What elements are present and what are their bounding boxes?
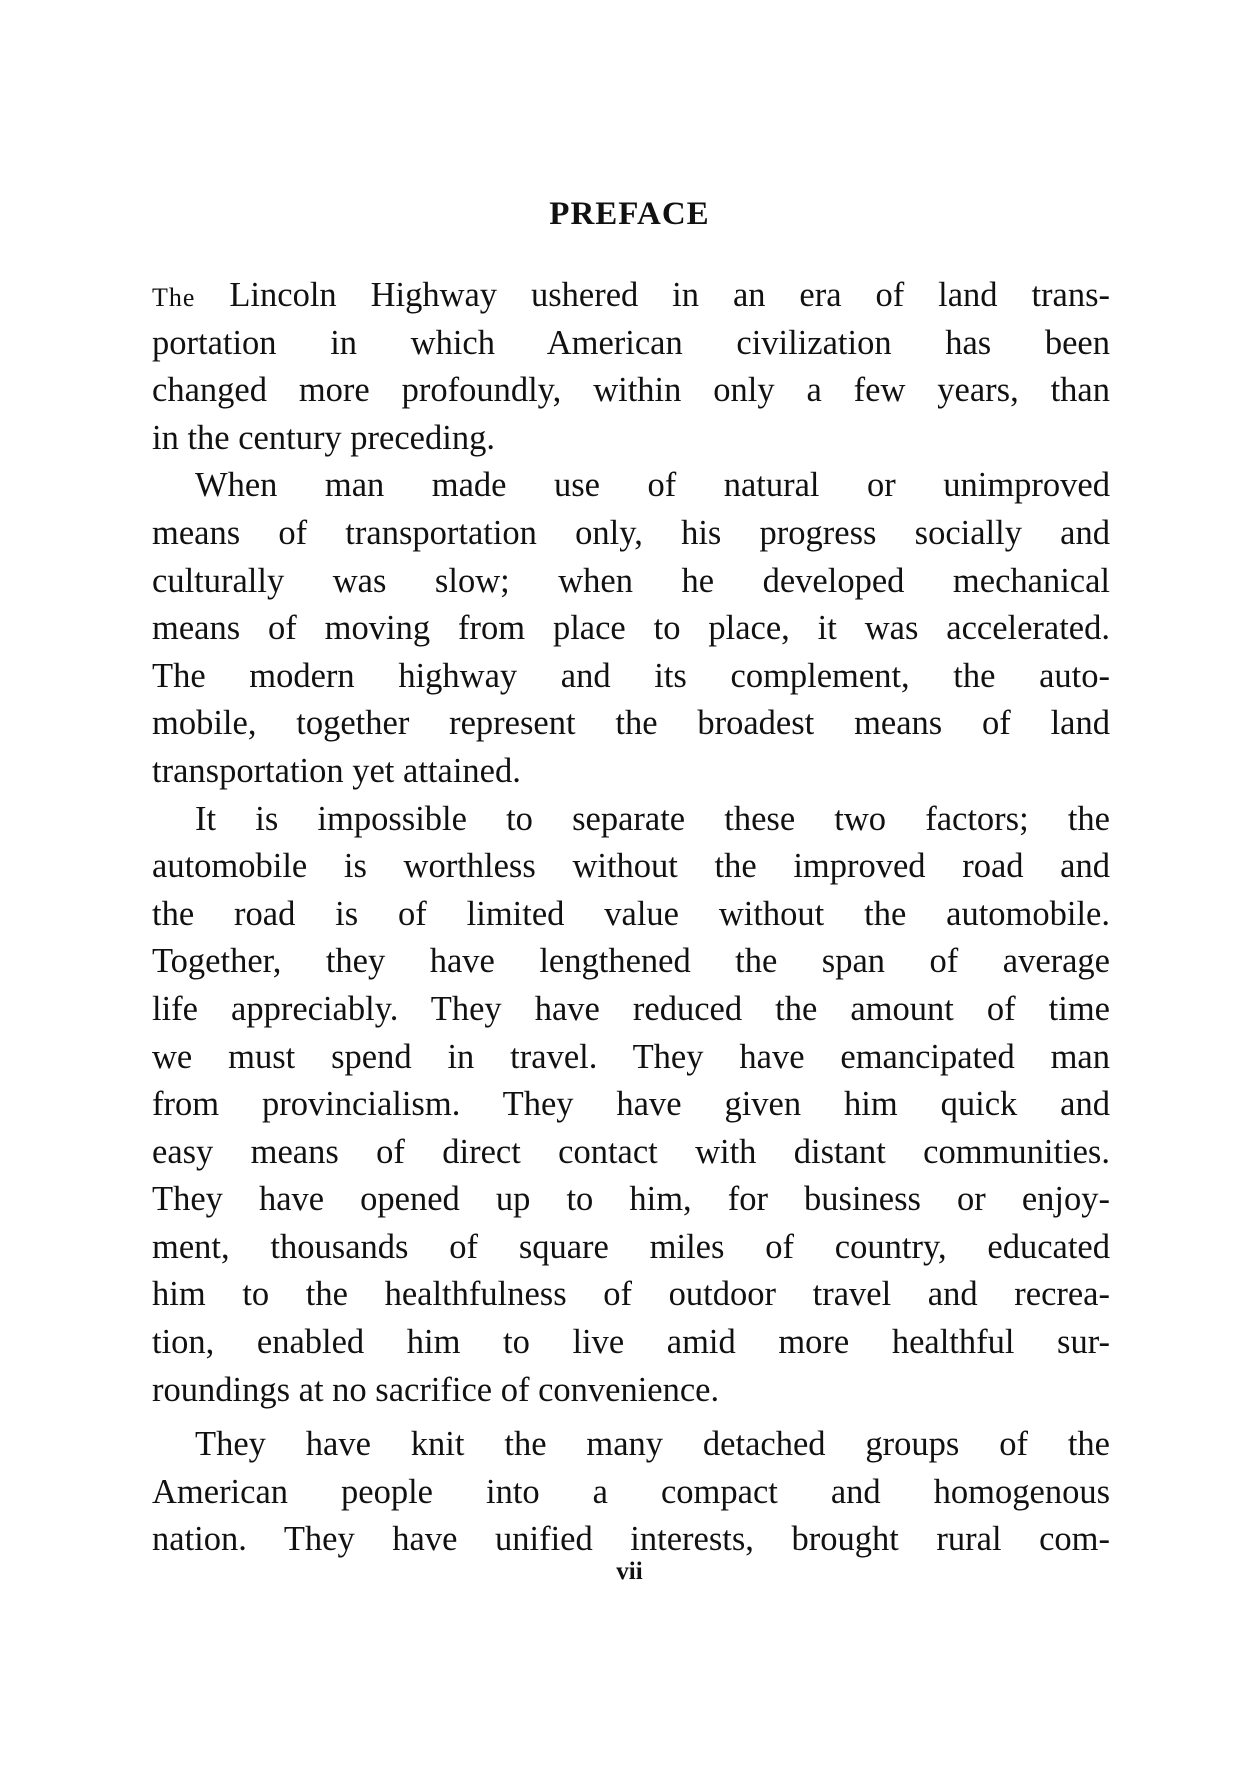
text-line: in the century preceding. [152,418,495,457]
text-line: means of transportation only, his progress socially and [152,513,1110,552]
page-number: vii [616,1558,643,1585]
text-line: we must spend in travel. They have emancipated man [152,1037,1110,1076]
text-line: The modern highway and its complement, the auto- [152,656,1110,695]
text-line: They have knit the many detached groups of the [195,1425,1110,1464]
text-line: automobile is worthless without the improved road and [152,847,1110,886]
text-line: roundings at no sacrifice of convenience. [152,1370,720,1409]
text-line: tion, enabled him to live amid more healthful sur- [152,1323,1110,1362]
text-line [152,272,1110,320]
text-line: American people into a compact and homogenous [152,1472,1110,1511]
text-line: life appreciably. They have reduced the amount of time [152,989,1110,1028]
text-line: culturally was slow; when he developed mechanical [152,561,1110,600]
text-line: They have opened up to him, for business or enjoy- [152,1180,1110,1219]
text-line: the road is of limited value without the automobile. [152,894,1110,933]
text-line: him to the healthfulness of outdoor travel and recrea- [152,1275,1110,1314]
text-line: transportation yet attained. [152,751,521,790]
text-line: nation. They have unified interests, brought rural com- [152,1520,1110,1559]
small-caps-initial: The [152,283,196,312]
opening-line-rest: Lincoln Highway ushered in an era of land trans- [195,276,1110,314]
body-text [152,272,1110,1564]
text-line: mobile, together represent the broadest means of land [152,704,1110,743]
text-line: ment, thousands of square miles of country, educated [152,1227,1110,1266]
text-line: from provincialism. They have given him quick and [152,1085,1110,1124]
text-line: It is impossible to separate these two factors; the [195,799,1110,838]
text-line: When man made use of natural or unimproved [195,466,1110,505]
text-line: Together, they have lengthened the span of average [152,942,1110,981]
page-title: PREFACE [549,196,710,232]
text-line: means of moving from place to place, it was accelerated. [152,609,1110,648]
text-line: portation in which American civilization has been [152,323,1110,362]
text-line: easy means of direct contact with distant communities. [152,1132,1110,1171]
text-line: changed more profoundly, within only a few years, than [152,371,1110,410]
